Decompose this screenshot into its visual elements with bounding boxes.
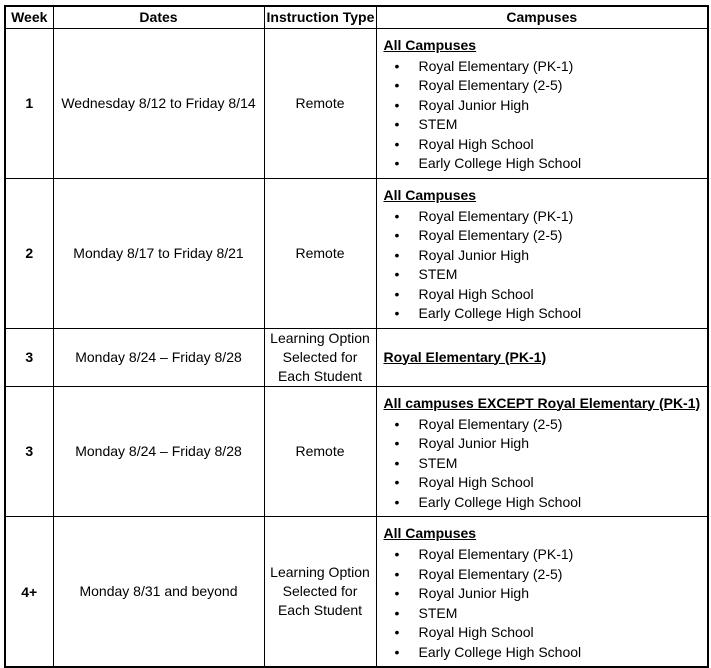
campuses-list [384, 545, 704, 662]
campus-item: • Royal Elementary (2-5) [395, 76, 704, 96]
table-row [5, 386, 708, 517]
dates-cell: Monday 8/24 – Friday 8/28 [53, 386, 264, 517]
campus-item: • Royal Junior High [395, 246, 704, 266]
campus-item: • Royal Junior High [395, 584, 704, 604]
campuses-cell [376, 328, 708, 386]
campuses-heading: All Campuses [383, 525, 477, 541]
header-campuses: Campuses [376, 6, 708, 28]
dates-cell: Wednesday 8/12 to Friday 8/14 [53, 28, 264, 178]
campus-item: • Early College High School [395, 643, 704, 663]
campus-item: • STEM [395, 604, 704, 624]
week-cell: 3 [5, 386, 53, 517]
campuses-heading: All Campuses [383, 36, 477, 53]
dates-cell: Monday 8/24 – Friday 8/28 [53, 328, 264, 386]
header-dates: Dates [53, 6, 264, 28]
campus-item: • Royal Junior High [395, 96, 704, 116]
campus-item: • STEM [395, 265, 704, 285]
campus-item: • Royal Elementary (PK-1) [395, 57, 704, 77]
instruction-type-cell: Remote [264, 386, 376, 517]
campus-item: • STEM [395, 454, 704, 474]
campuses-cell [376, 178, 708, 328]
campus-item: • Royal Elementary (2-5) [395, 226, 704, 246]
week-cell: 1 [5, 28, 53, 178]
week-cell: 2 [5, 178, 53, 328]
campus-item: • Royal Elementary (PK-1) [395, 207, 704, 227]
dates-cell: Monday 8/31 and beyond [53, 517, 264, 668]
table-body [5, 28, 708, 667]
campus-item: • Early College High School [395, 304, 704, 324]
campuses-cell [376, 386, 708, 517]
campuses-heading: All campuses EXCEPT Royal Elementary (PK-1) [383, 394, 701, 411]
instruction-type-cell: Learning Option Selected for Each Student [264, 517, 376, 668]
campus-item: • STEM [395, 115, 704, 135]
header-instruction-type: Instruction Type [264, 6, 376, 28]
instruction-type-cell: Learning Option Selected for Each Student [264, 328, 376, 386]
week-cell: 4+ [5, 517, 53, 668]
campus-item: • Royal High School [395, 623, 704, 643]
instruction-type-cell: Remote [264, 178, 376, 328]
campuses-list [384, 207, 704, 324]
table-row [5, 328, 708, 386]
campus-item: • Royal Elementary (2-5) [395, 565, 704, 585]
header-row [5, 6, 708, 28]
table-row [5, 28, 708, 178]
campuses-list [384, 415, 704, 513]
campuses-heading: Royal Elementary (PK-1) [383, 348, 547, 365]
campus-item: • Royal High School [395, 473, 704, 493]
campuses-list [384, 57, 704, 174]
table-header [5, 6, 708, 28]
campuses-cell [376, 28, 708, 178]
campus-item: • Royal Elementary (PK-1) [395, 545, 704, 565]
campus-item: • Early College High School [395, 493, 704, 513]
instruction-type-cell: Remote [264, 28, 376, 178]
week-cell: 3 [5, 328, 53, 386]
campus-item: • Royal Elementary (2-5) [395, 415, 704, 435]
instruction-schedule-table [4, 5, 709, 668]
campus-item: • Royal High School [395, 135, 704, 155]
table-row [5, 517, 708, 668]
campus-item: • Royal Junior High [395, 434, 704, 454]
table-row [5, 178, 708, 328]
campus-item: • Royal High School [395, 285, 704, 305]
header-week: Week [5, 6, 53, 28]
campus-item: • Early College High School [395, 154, 704, 174]
campuses-cell [376, 517, 708, 668]
campuses-heading: All Campuses [383, 186, 477, 203]
dates-cell: Monday 8/17 to Friday 8/21 [53, 178, 264, 328]
